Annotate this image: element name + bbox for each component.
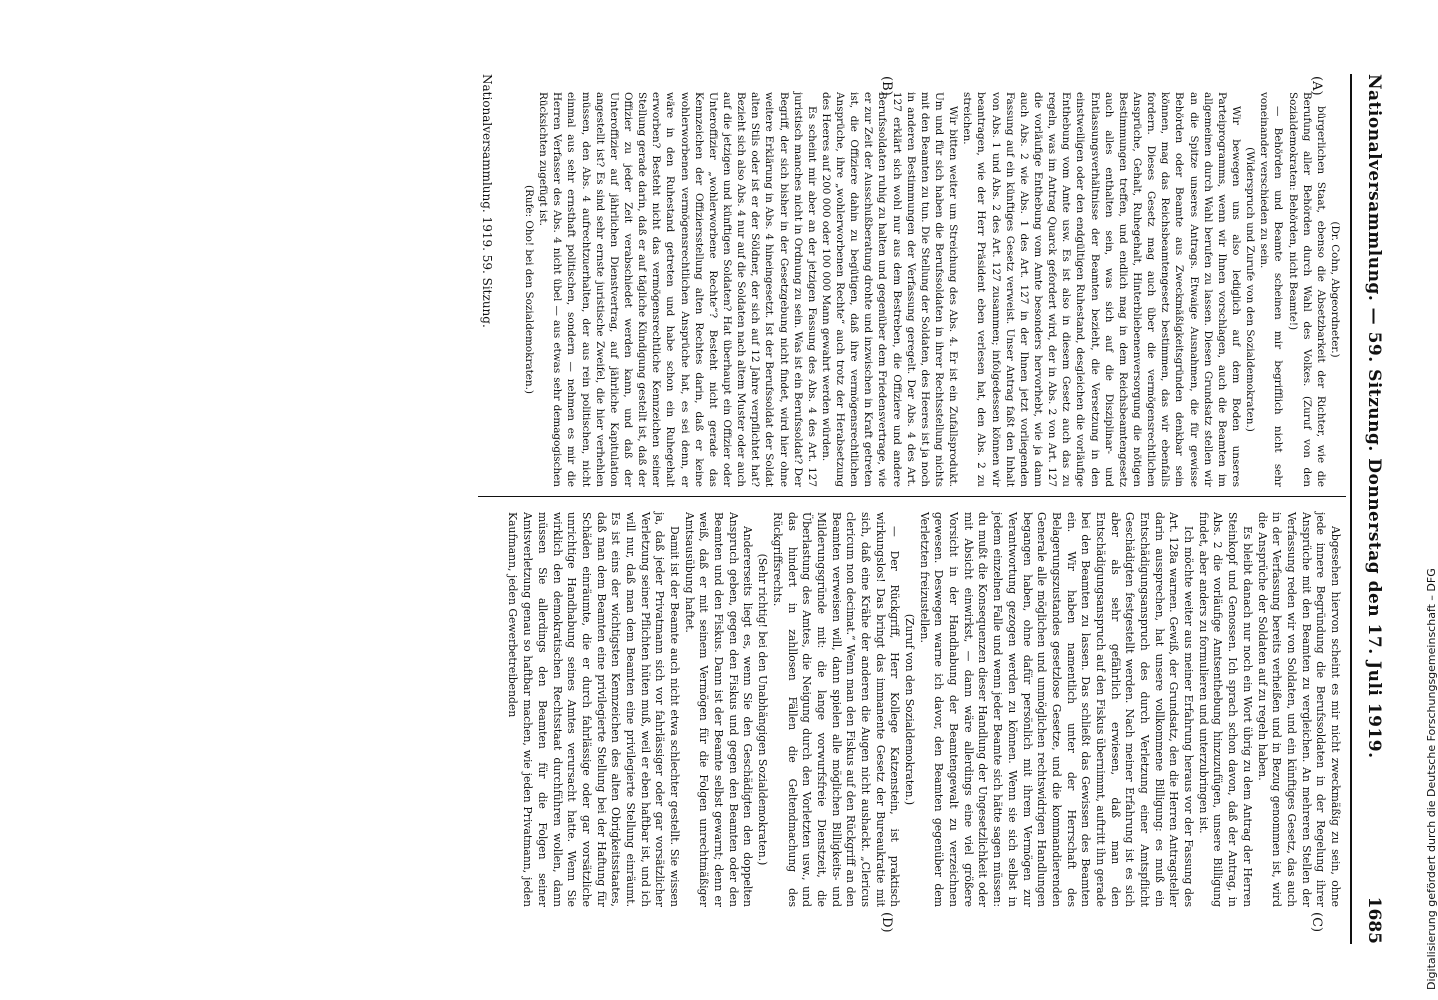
paragraph: bürgerlichen Staat, ebenso die Absetzbarkeit der Richter, wie die Berufung aller Behörden durch Wahl des Volkes. (Zuruf von den Sozialdemokraten: Behörden, nicht Beamte!) <box>1286 92 1327 487</box>
paragraph: — Behörden und Beamte scheinen mir begrifflich nicht sehr voneinander verschieden zu sein. <box>1258 92 1285 487</box>
paragraph: (Dr. Cohn, Abgeordneter.) <box>1329 221 1341 358</box>
dfg-note-text: Digitalisierung gefördert durch die Deutsche Forschungsgemeinschaft – DFG <box>1425 568 1438 990</box>
paragraph: Andererseits liegt es, wenn Sie den Geschädigten den doppelten Anspruch geben, gegen den Fiskus und gegen den Beamten oder den Beamten und den Fiskus. Dann ist der Beamte selbst gewarnt; denn er weiß, daß er mit seinem Vermögen für die Folgen unrechtmäßiger Amtsausübung haftet. <box>682 512 755 907</box>
paragraph: (Sehr richtig! bei den Unabhängigen Sozialdemokraten.) <box>756 553 770 866</box>
paragraph: (Widerspruch und Zurufe von den Sozialdemokraten.) <box>1244 147 1257 432</box>
paragraph: Ich möchte weiter aus meiner Erfahrung heraus vor der Fassung des Art. 128a warnen. Gewiß, der Grundsatz, den die Herren Antragsteller darin aussprechen, hat unsere vollkommene Billigung: es muß ein Entschädigungsanspruch des durch Verletzung einer Amtspflicht Geschädigten festgestellt werden. Nach meiner Erfahrung ist es sich aber als sehr gefährlich erwiesen, daß man den Entschädigungsanspruch auf den Fiskus übernimmt, auftritt ihn gerade bei den Beamten zu lassen. Das schließt das Gewissen des Beamten ein. Wir haben namentlich unter der Herrschaft des Belagerungszustandes gesetzlose Gesetze, und die kommandierenden Generale alle möglichen und unmöglichen rechtswidrigen Handlungen begangen haben, ohne dafür persönlich mit ihrem Vermögen zur Verantwortung gezogen werden zu können. Wenn sie sich selbst in jedem einzelnen Falle und wenn jeder Beamte sich hätte sagen müssen: du mußt die Konsequenzen dieser Handlung der Ungesetzlichkeit oder mit Absicht einwirkst, — dann wäre allerdings eine viel größere Vorsicht in der Handhabung der Beamtengewalt zu verzeichnen gewesen. Deswegen warne ich davor, den Beamten gegenüber dem Verletzten freizustellen. <box>917 512 1196 907</box>
paragraph: (Zuruf von den Sozialdemokraten.) <box>903 613 917 806</box>
text-column-right <box>505 512 1342 907</box>
dfg-side-note <box>1409 560 1438 1000</box>
header-rule <box>1350 74 1352 944</box>
paragraph: Damit ist der Beamte auch nicht etwa schlechter gestellt. Sie wissen ja, daß jeder Privatmann sich vor fahrlässiger oder gar vorsätzlicher Verletzung seiner Pflichten hüten muß, weil er eben haftbar ist, und ich will nur, daß man dem Beamten eine privilegierte Stellung einräumt. Es ist eins der wichtigsten Kennzeichen des alten Obrigkeitsstaates, daß man dem Beamten eine privilegierte Stellung bei der Haftung für Schäden einräumte, die er durch fahrlässige oder gar vorsätzliche unrichtige Handhabung seines Amtes verursacht hatte. Wenn Sie wirklich den demokratischen Rechtsstaat durchführen wollen, dann müssen Sie allerdings den Beamten für die Folgen seiner Amtsverletzung genau so haftbar machen, wie jeden Privatmann, jeden Kaufmann, jeden Gewerbetreibenden <box>506 512 682 907</box>
column-divider <box>478 496 1346 497</box>
paragraph: Wir bewegen uns also lediglich auf dem Boden unseres Parteiprogramms, wenn wir Ihnen vorschlagen, auch die Beamten im allgemeinen durch Wahl berufen zu lassen. Diesen Grundsatz stellen wir an die Spitze unseres Antrags. Etwaige Ausnahmen, die für gewisse Behörden oder Beamte aus Zweckmäßigkeitsgründen denkbar sein können, mag das Reichsbeamtengesetz bestimmen, das wir ebenfalls fordern. Dieses Gesetz mag auch über die vermögensrechtlichen Ansprüche, Gehalt, Ruhegehalt, Hinterbliebenenversorgung die nötigen Bestimmungen treffen, und endlich mag in dem Reichsbeamtengesetz auch alles enthalten sein, was sich auf die Disziplinar- und Entlassungsverhältnisse der Beamten bezieht, die Versetzung in den einstweiligen oder den endgültigen Ruhestand, desgleichen die vorläufige Enthebung vom Amte usw. Es ist also in diesem Gesetz auch das zu regeln, was im Antrag Quarck gefordert wird, der in Abs. 2 von Art. 127 die vorläufige Enthebung vom Amte besonders hervorhebt, wie ja dann auch Abs. 2 wie Abs. 1 des Art. 127 in der Ihnen jetzt vorliegenden Fassung auf ein künftiges Gesetz verweist. Unser Antrag faßt den Inhalt von Abs. 1 und Abs. 2 des Art. 127 zusammen; infolgedessen können wir beantragen, wie der Herr Präsident eben verlesen hat, den Abs. 2 zu streichen. <box>961 92 1243 487</box>
paragraph: — Der Rückgriff, Herr Kollege Katzenstein, ist praktisch wirkungslos! Das bringt das immanente Gesetz der Bureaukratie mit sich, daß eine Krähe der anderen die Augen nicht aushackt. „Clericus clericum non decimat.“ Wenn man den Fiskus auf den Rückgriff an den Beamten verweisen will, dann spielen alle möglichen Billigkeits- und Milderungsgründe mit: die lange vorwurfsfreie Dienstzeit, die Überlastung des Amtes, die Neigung durch den Vorletzten usw., und das hindert in zahllosen Fällen die Geltendmachung des Rückgriffsrechts. <box>770 512 902 907</box>
page-header <box>1356 74 1386 944</box>
paragraph: Es bleibt danach nur noch ein Wort übrig zu dem Antrag der Herren Steinkopf und Genossen. Ich sprach schon davon, daß der Antrag, in Abs. 2 die vorläufige Amtsenthebung hinzuzufügen, unsere Billigung findet, aber anders zu formulieren und unterzubringen ist. <box>1196 512 1254 907</box>
margin-mark-b: (B) <box>879 76 894 96</box>
paragraph: Abgesehen hiervon scheint es mir nicht zweckmäßig zu sein, ohne jede innere Begründung die Berufssoldaten in der Regelung ihrer Ansprüche mit den Beamten zu vergleichen. An mehreren Stellen der Verfassung reden wir von Soldaten, und ein künftiges Gesetz, das auch in der Verfassung bereits verheißen und in Bezug genommen ist, wird die Ansprüche der Soldaten auf zu regeln haben. <box>1255 512 1342 907</box>
footer-session: Nationalversammlung. 1919. 59. Sitzung. <box>480 74 494 328</box>
paragraph: Wir bitten weiter um Streichung des Abs. 4. Er ist ein Zufallsprodukt. Um und für sich haben die Berufssoldaten in ihrer Rechtsstellung nichts mit den Beamten zu tun. Die Stellung der Soldaten, des Heeres ist ja noch in anderen Bestimmungen der Verfassung geregelt. Der Abs. 4 des Art. 127 erklärt sich wohl nur aus dem Bestreben, die Offiziere und andere Berufssoldaten ruhig zu halten und gegenüber dem Friedensvertrage, wie er zur Zeit der Ausschußberatung drohte und inzwischen in Kraft getreten ist, die Offiziere dahin zu begütigen, daß ihre vermögensrechtlichen Ansprüche, ihre „wohlerworbenen Rechte“ auch trotz der Herabsetzung des Heeres auf 200 000 oder 100 000 Mann gewahrt werden würden. <box>819 92 960 487</box>
running-head: Nationalversammlung. — 59. Sitzung. Donnerstag den 17. Juli 1919. <box>1364 74 1384 759</box>
paragraph: (Rufe: Oho! bei den Sozialdemokraten.) <box>522 185 535 394</box>
margin-mark-a: (A) <box>1309 76 1324 96</box>
text-column-left <box>522 92 1342 487</box>
margin-mark-d: (D) <box>879 912 894 933</box>
paragraph: Es scheint mir aber an der jetzigen Fassung des Abs. 4 des Art. 127 juristisch manches nicht in Ordnung zu sein. Was ist ein Berufssoldat? Der Begriff, der sich bisher in der Gesetzgebung nicht findet, wird hier ohne weitere Erklärung in Abs. 4 hineingesetzt. Ist der Berufssoldat der Soldat alten Stils oder ist er der Söldner, der sich auf 12 Jahre verpflichtet hat? Bezieht sich also Abs. 4 nur auf die Soldaten nach altem Muster oder auch auf die jetzigen und künftigen Soldaten? Hat überhaupt ein Offizier oder Unteroffizier „wohlerworbene Rechte“? Besteht nicht gerade das Kennzeichen der Offiziersstellung alten Rechtes darin, daß er keine wohlerworbenen vermögensrechtlichen Ansprüche hat, es sei denn, er wäre in den Ruhestand getreten und habe schon ein Ruhegehalt erworben? Besteht nicht das vermögensrechtliche Kennzeichen seiner Stellung gerade darin, daß er auf tägliche Kündigung gestellt ist, daß der Offizier zu jeder Zeit verabschiedet werden kann, und daß der Unteroffizier auf jährlichen Dienstvertrag, auf jährliche Kapitulation angestellt ist? Es sind sehr ernste juristische Zweifel, die hier verhehlen müssen, den Abs. 4 aufrechtzuerhalten, der aus rein politischen, nicht einmal aus sehr ernsthaft politischen, sondern — nehmen es mir die Herren Verfasser des Abs. 4 nicht übel — aus etwas sehr demagogischen Rücksichten zugefügt ist. <box>537 92 818 487</box>
margin-mark-c: (C) <box>1309 912 1324 933</box>
page-number: 1685 <box>1364 896 1384 944</box>
